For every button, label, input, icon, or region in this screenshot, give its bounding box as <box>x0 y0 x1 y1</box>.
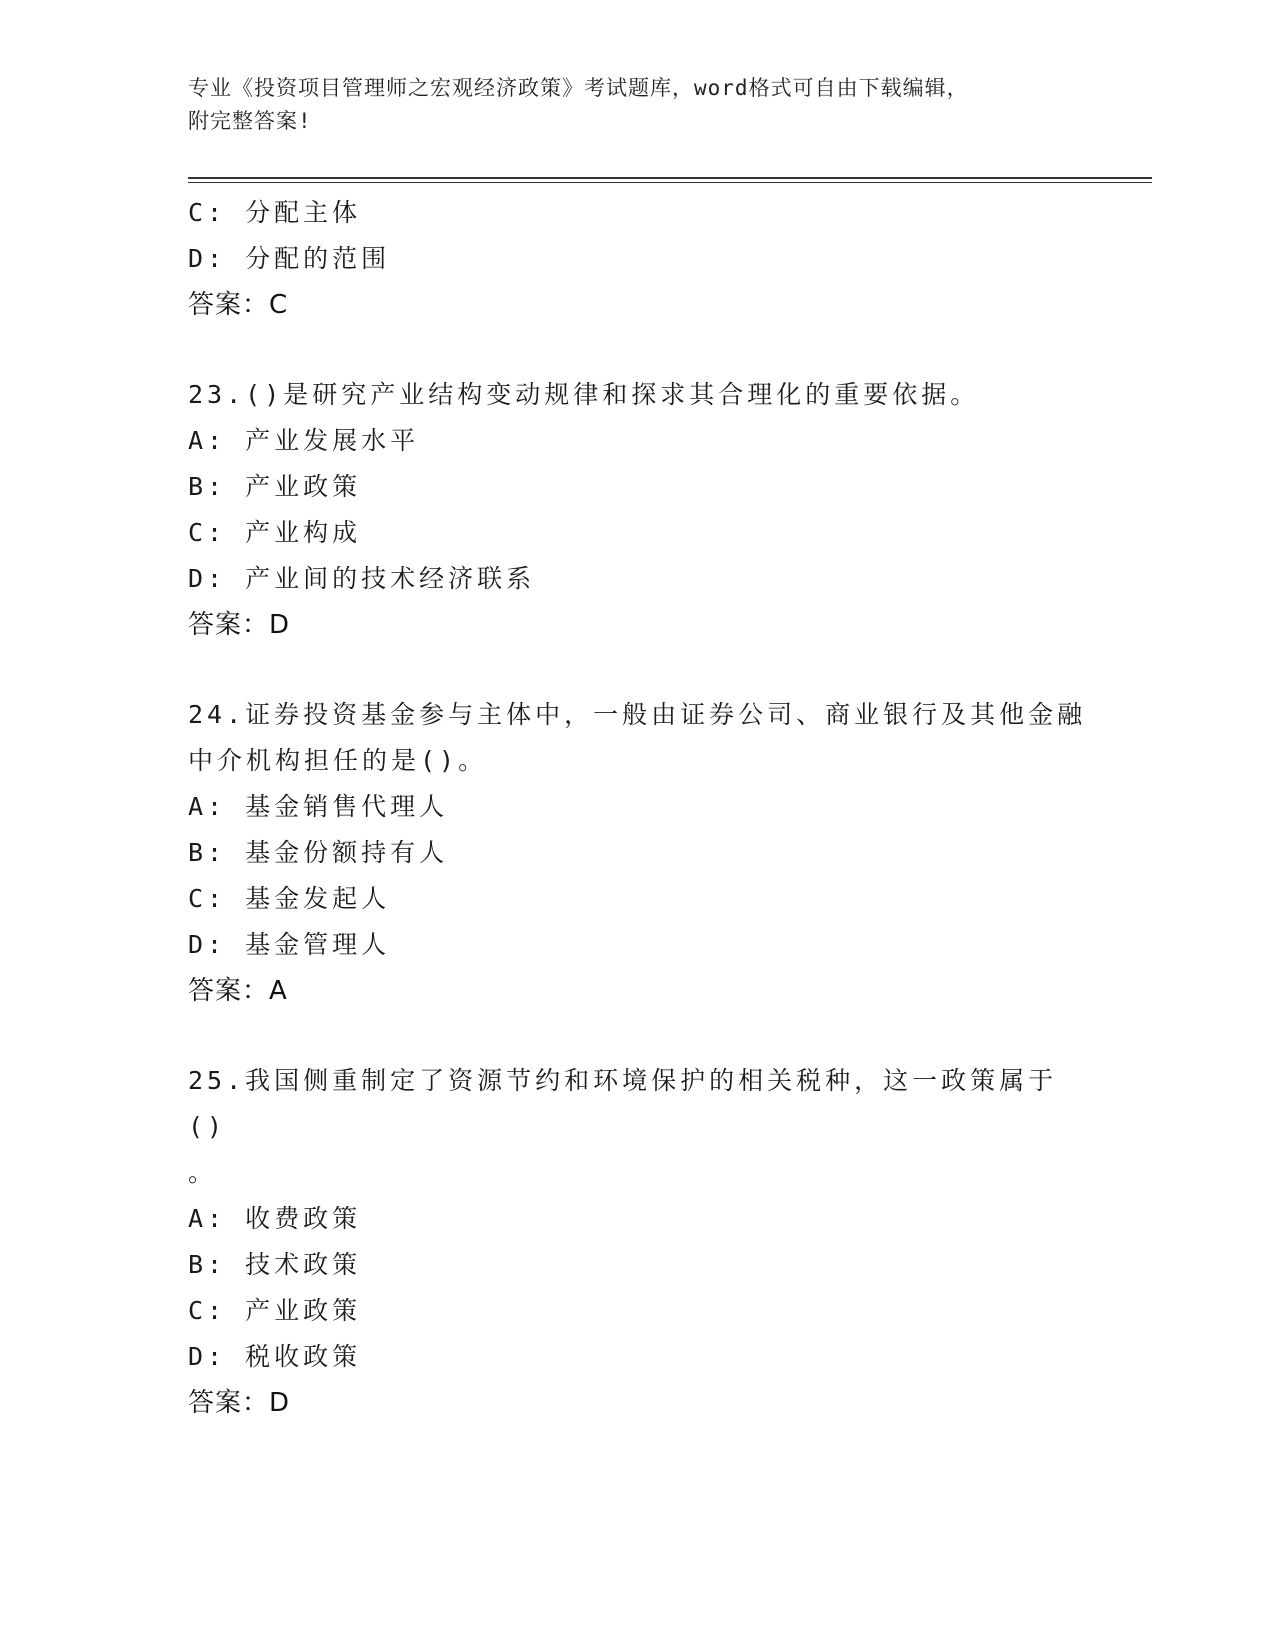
question-stem-line-1: 25.我国侧重制定了资源节约和环境保护的相关税种，这一政策属于() <box>188 1066 1058 1141</box>
option-d: D: 税收政策 <box>188 1342 362 1371</box>
option-d: D: 产业间的技术经济联系 <box>188 564 536 593</box>
header-line-2: 附完整答案! <box>188 109 312 133</box>
answer: 答案：A <box>188 976 288 1006</box>
question-stem: 23.()是研究产业结构变动规律和探求其合理化的重要依据。 <box>188 380 980 409</box>
option-c: C: 基金发起人 <box>188 884 391 913</box>
header-line-1: 专业《投资项目管理师之宏观经济政策》考试题库，word格式可自由下载编辑， <box>188 76 969 100</box>
option-d: D: 基金管理人 <box>188 930 391 959</box>
option-a: A: 收费政策 <box>188 1204 362 1233</box>
option-c: C: 产业政策 <box>188 1296 362 1325</box>
option-b: B: 产业政策 <box>188 472 362 501</box>
answer: 答案：D <box>188 610 291 640</box>
option-b: B: 技术政策 <box>188 1250 362 1279</box>
question-25 <box>188 1058 1088 1426</box>
option-d: D: 分配的范围 <box>188 244 391 273</box>
option-a: A: 产业发展水平 <box>188 426 420 455</box>
question-stem-line-2: 。 <box>188 1158 218 1187</box>
question-24 <box>188 692 1088 1014</box>
question-23 <box>188 372 1088 648</box>
header-divider <box>188 177 1152 183</box>
answer: 答案：D <box>188 1388 291 1418</box>
question-stem-line-1: 24.证券投资基金参与主体中，一般由证券公司、商业银行及其他金融 <box>188 700 1087 729</box>
option-c: C: 产业构成 <box>188 518 362 547</box>
answer: 答案：C <box>188 290 289 320</box>
question-list <box>188 190 1088 1426</box>
document-header <box>188 72 1088 138</box>
question-22-tail <box>188 190 1088 328</box>
option-c: C: 分配主体 <box>188 198 362 227</box>
question-stem-line-2: 中介机构担任的是()。 <box>188 746 488 775</box>
option-b: B: 基金份额持有人 <box>188 838 449 867</box>
option-a: A: 基金销售代理人 <box>188 792 449 821</box>
